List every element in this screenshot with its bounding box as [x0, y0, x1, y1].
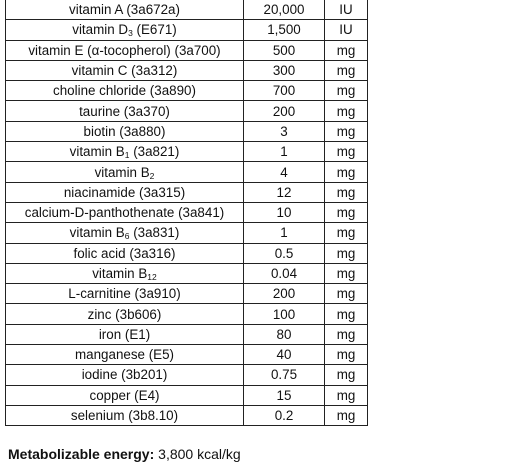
- nutrient-name-cell: [6, 405, 244, 425]
- nutrient-name: vitamin C (3a312): [71, 63, 178, 79]
- nutrient-name-cell: [6, 304, 244, 324]
- nutrient-table: [5, 0, 368, 426]
- nutrient-amount: 10: [244, 202, 325, 222]
- nutrient-name-cell: [6, 101, 244, 121]
- nutrient-unit: mg: [325, 142, 368, 162]
- table-row: [6, 182, 368, 202]
- table-row: [6, 365, 368, 385]
- nutrient-subscript: 6: [124, 231, 130, 242]
- nutrient-unit: mg: [325, 121, 368, 141]
- nutrient-subscript: 3: [128, 28, 133, 39]
- nutrient-name-cell: [6, 223, 244, 243]
- nutrient-name-cell: [6, 385, 244, 405]
- table-row: [6, 60, 368, 80]
- table-row: [6, 284, 368, 304]
- nutrient-unit: mg: [325, 243, 368, 263]
- nutrient-name: vitamin E (α-tocopherol) (3a700): [28, 42, 221, 58]
- nutrient-unit: mg: [325, 304, 368, 324]
- nutrient-amount: 700: [244, 81, 325, 101]
- nutrient-unit: mg: [325, 365, 368, 385]
- nutrient-unit: mg: [325, 40, 368, 60]
- nutrient-name-cell: [6, 243, 244, 263]
- nutrient-amount: 500: [244, 40, 325, 60]
- nutrient-unit: IU: [325, 0, 368, 20]
- nutrient-amount: 0.04: [244, 263, 325, 283]
- nutrient-name-cell: [6, 324, 244, 344]
- nutrient-amount: 1: [244, 223, 325, 243]
- nutrient-name: L-carnitine (3a910): [68, 286, 181, 302]
- nutrient-subscript: 2: [149, 170, 155, 181]
- nutrient-name-cell: [6, 162, 244, 182]
- nutrient-name: taurine (3a370): [79, 103, 170, 119]
- nutrient-amount: 0.2: [244, 405, 325, 425]
- nutrient-name: manganese (E5): [75, 347, 174, 363]
- nutrient-unit: mg: [325, 162, 368, 182]
- nutrient-unit: mg: [325, 324, 368, 344]
- table-row: [6, 345, 368, 365]
- table-row: [6, 20, 368, 40]
- nutrient-amount: 3: [244, 121, 325, 141]
- nutrient-name-cell: [6, 20, 244, 40]
- table-row: [6, 243, 368, 263]
- nutrient-unit: mg: [325, 223, 368, 243]
- nutrient-name-cell: [6, 263, 244, 283]
- nutrient-amount: 0.5: [244, 243, 325, 263]
- nutrient-name: vitamin A (3a672a): [69, 2, 180, 18]
- table-row: [6, 304, 368, 324]
- nutrient-name: folic acid (3a316): [73, 245, 176, 261]
- nutrient-subscript: 12: [147, 272, 157, 282]
- table-row: [6, 263, 368, 283]
- nutrient-name: biotin (3a880): [83, 123, 166, 139]
- nutrient-name: vitamin B: [69, 144, 125, 160]
- table-row: [6, 385, 368, 405]
- nutrient-name: vitamin B: [69, 225, 125, 241]
- nutrient-amount: 4: [244, 162, 325, 182]
- energy-label: Metabolizable energy:: [8, 446, 155, 462]
- table-row: [6, 121, 368, 141]
- nutrient-name-suffix: (3a831): [129, 225, 180, 241]
- nutrient-unit: IU: [325, 20, 368, 40]
- nutrient-name: vitamin B: [94, 164, 150, 180]
- nutrient-table-container: [5, 0, 367, 426]
- nutrient-amount: 1: [244, 142, 325, 162]
- nutrient-unit: mg: [325, 405, 368, 425]
- nutrient-name-cell: [6, 40, 244, 60]
- nutrient-unit: mg: [325, 345, 368, 365]
- nutrient-name-cell: [6, 142, 244, 162]
- nutrient-name: niacinamide (3a315): [63, 184, 186, 200]
- nutrient-unit: mg: [325, 385, 368, 405]
- nutrient-amount: 200: [244, 101, 325, 121]
- nutrient-unit: mg: [325, 101, 368, 121]
- nutrient-amount: 15: [244, 385, 325, 405]
- nutrient-name-suffix: (3a821): [129, 144, 180, 160]
- nutrient-unit: mg: [325, 284, 368, 304]
- nutrient-amount: 300: [244, 60, 325, 80]
- nutrient-table-body: [6, 0, 368, 426]
- nutrient-name-cell: [6, 345, 244, 365]
- table-row: [6, 40, 368, 60]
- nutrient-unit: mg: [325, 60, 368, 80]
- nutrient-unit: mg: [325, 81, 368, 101]
- nutrient-name-cell: [6, 182, 244, 202]
- nutrient-name: copper (E4): [89, 387, 160, 403]
- table-row: [6, 162, 368, 182]
- nutrient-name: vitamin D: [72, 22, 129, 38]
- table-row: [6, 81, 368, 101]
- table-row: [6, 142, 368, 162]
- nutrient-name: iodine (3b201): [81, 367, 168, 383]
- nutrient-unit: mg: [325, 263, 368, 283]
- energy-value: 3,800 kcal/kg: [154, 446, 241, 462]
- nutrient-name-cell: [6, 60, 244, 80]
- nutrient-amount: 100: [244, 304, 325, 324]
- nutrient-name: calcium-D-panthothenate (3a841): [24, 205, 225, 221]
- table-row: [6, 324, 368, 344]
- nutrient-name: zinc (3b606): [87, 306, 162, 322]
- nutrient-name-cell: [6, 365, 244, 385]
- table-row: [6, 223, 368, 243]
- nutrient-amount: 20,000: [244, 0, 325, 20]
- nutrient-name: choline chloride (3a890): [53, 83, 196, 99]
- table-row: [6, 202, 368, 222]
- table-row: [6, 405, 368, 425]
- nutrient-name: selenium (3b8.10): [70, 408, 179, 424]
- nutrient-amount: 80: [244, 324, 325, 344]
- table-row: [6, 0, 368, 20]
- nutrient-amount: 0.75: [244, 365, 325, 385]
- table-row: [6, 101, 368, 121]
- nutrient-amount: 1,500: [244, 20, 325, 40]
- nutrient-name-cell: [6, 81, 244, 101]
- metabolizable-energy-line: [8, 446, 241, 462]
- nutrient-name-cell: [6, 121, 244, 141]
- nutrient-subscript: 1: [124, 150, 130, 161]
- nutrient-amount: 40: [244, 345, 325, 365]
- nutrient-unit: mg: [325, 182, 368, 202]
- nutrient-name-cell: [6, 202, 244, 222]
- nutrient-amount: 200: [244, 284, 325, 304]
- nutrient-name-suffix: (E671): [132, 22, 177, 38]
- nutrient-unit: mg: [325, 202, 368, 222]
- nutrient-name-cell: [6, 284, 244, 304]
- nutrient-name-cell: [6, 0, 244, 20]
- nutrient-name: iron (E1): [98, 326, 151, 342]
- nutrient-name: vitamin B: [92, 266, 148, 281]
- nutrient-amount: 12: [244, 182, 325, 202]
